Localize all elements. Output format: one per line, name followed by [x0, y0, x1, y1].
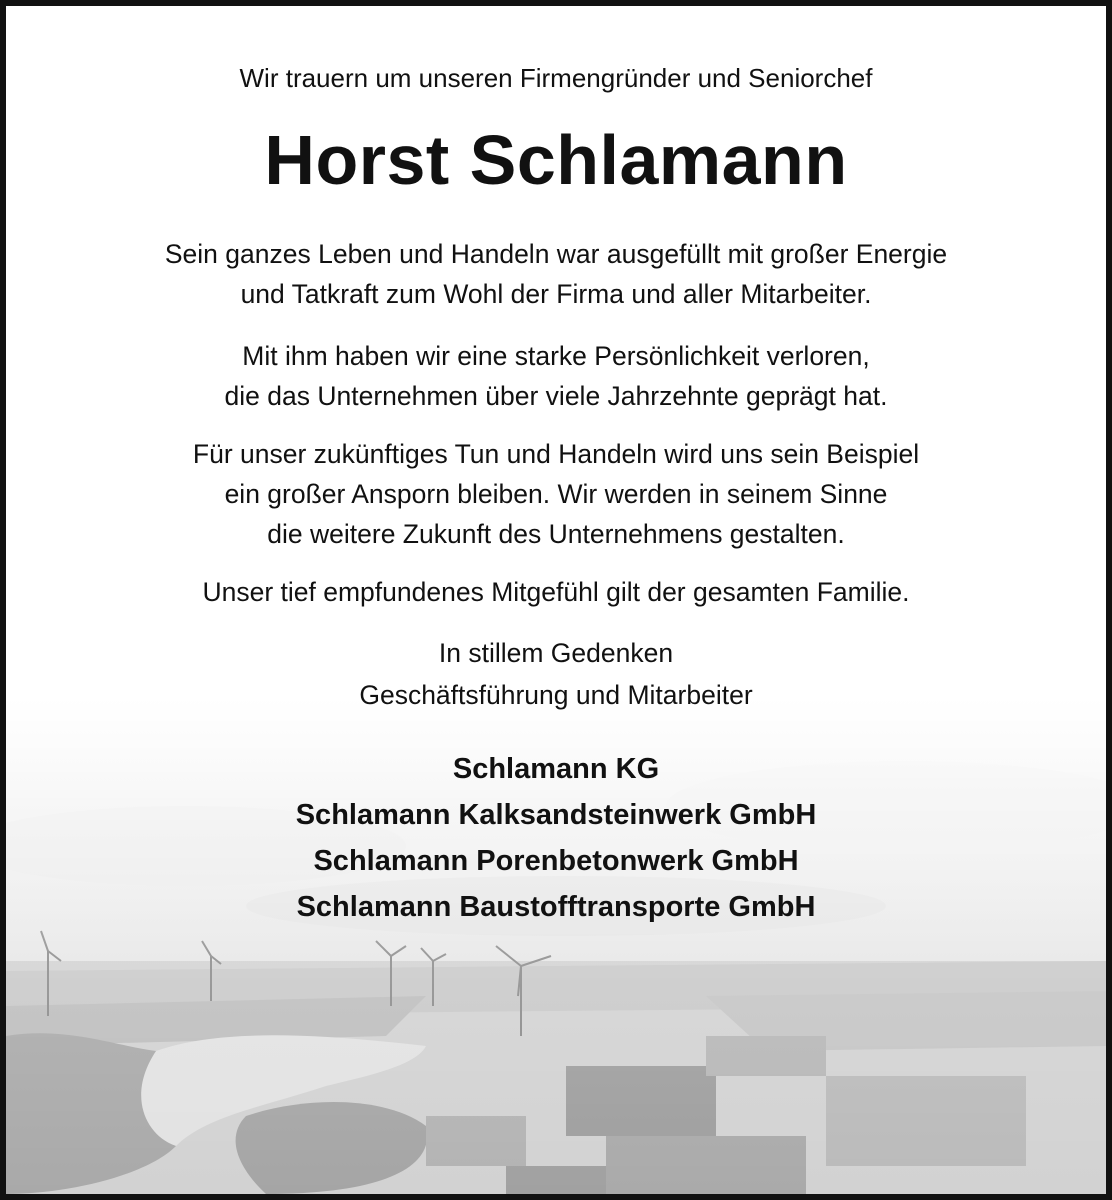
paragraph-condolence — [6, 572, 1106, 612]
text-line: die weitere Zukunft des Unternehmens gestalten. — [267, 519, 845, 549]
company-list — [6, 746, 1106, 930]
text-line: Unser tief empfundenes Mitgefühl gilt der gesamten Familie. — [202, 577, 910, 607]
text-line: ein großer Ansporn bleiben. Wir werden in seinem Sinne — [224, 479, 888, 509]
company-name: Schlamann Kalksandsteinwerk GmbH — [295, 799, 817, 831]
company-name: Schlamann KG — [452, 753, 660, 785]
text-line: Für unser zukünftiges Tun und Handeln wird uns sein Beispiel — [192, 439, 920, 469]
deceased-name: Horst Schlamann — [264, 121, 848, 199]
text-line: Sein ganzes Leben und Handeln war ausgefüllt mit großer Energie — [164, 239, 948, 269]
paragraph-life — [6, 234, 1106, 314]
closing-block — [6, 632, 1106, 716]
closing-line: In stillem Gedenken — [438, 638, 674, 668]
intro-line: Wir trauern um unseren Firmengründer und Seniorchef — [239, 63, 873, 93]
company-name: Schlamann Baustofftransporte GmbH — [296, 891, 816, 923]
company-name: Schlamann Porenbetonwerk GmbH — [313, 845, 799, 877]
signatory-line: Geschäftsführung und Mitarbeiter — [359, 680, 753, 710]
text-line: Mit ihm haben wir eine starke Persönlichkeit verloren, — [242, 341, 870, 371]
paragraph-personality — [6, 336, 1106, 416]
paragraph-future — [6, 434, 1106, 554]
text-line: und Tatkraft zum Wohl der Firma und aller Mitarbeiter. — [240, 279, 872, 309]
text-line: die das Unternehmen über viele Jahrzehnte geprägt hat. — [224, 381, 888, 411]
